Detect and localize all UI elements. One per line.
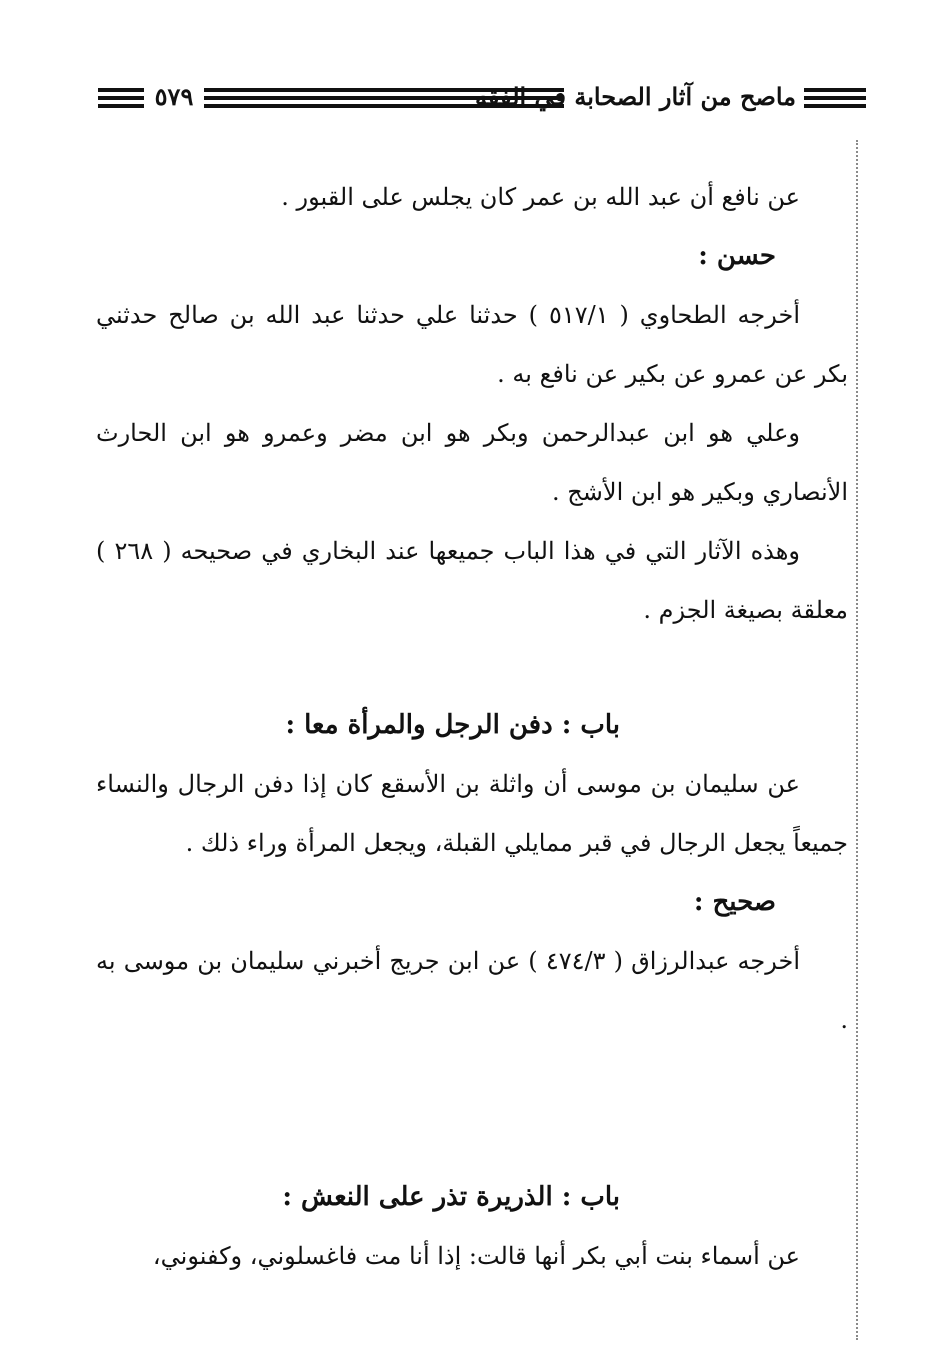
chapter-heading: باب : دفن الرجل والمرأة معا :: [285, 710, 620, 740]
header-rule-right: [804, 88, 866, 108]
takhrij-paragraph: أخرجه الطحاوي ( ٥١٧/١ ) حدثنا علي حدثنا عبد الله بن صالح حدثني بكر عن عمرو عن بكير عن نافع به .: [96, 301, 848, 388]
athar-text: عن أسماء بنت أبي بكر أنها قالت: إذا أنا مت فاغسلوني، وكفنوني،: [152, 1242, 800, 1270]
page-body: [96, 168, 848, 1286]
running-title: ماصح من آثار الصحابة في الفقه: [475, 82, 796, 111]
header-rule-left: [98, 88, 144, 108]
takhrij-paragraph: أخرجه عبدالرزاق ( ٤٧٤/٣ ) عن ابن جريج أخبرني سليمان بن موسى به .: [96, 947, 848, 1034]
narrators-note: وعلي هو ابن عبدالرحمن وبكر هو ابن مضر وعمرو هو ابن الحارث الأنصاري وبكير هو ابن الأشج .: [96, 419, 848, 506]
page-number: ٥٧٩: [154, 82, 194, 111]
athar-text: عن نافع أن عبد الله بن عمر كان يجلس على القبور .: [281, 183, 800, 211]
section-gap: [96, 640, 848, 696]
margin-dotted-rule: [856, 140, 858, 1340]
page-header: [96, 78, 866, 118]
chapter-heading: باب : الذريرة تذر على النعش :: [282, 1182, 620, 1212]
grade-label: حسن :: [698, 241, 776, 271]
grade-label: صحيح :: [693, 887, 776, 917]
bukhari-note: وهذه الآثار التي في هذا الباب جميعها عند البخاري في صحيحه ( ٢٦٨ ) معلقة بصيغة الجزم .: [96, 537, 848, 624]
athar-text: عن سليمان بن موسى أن واثلة بن الأسقع كان إذا دفن الرجال والنساء جميعاً يجعل الرجال في قبر ممايلي القبلة، ويجعل المرأة وراء ذلك .: [96, 770, 848, 857]
section-gap: [96, 1050, 848, 1168]
